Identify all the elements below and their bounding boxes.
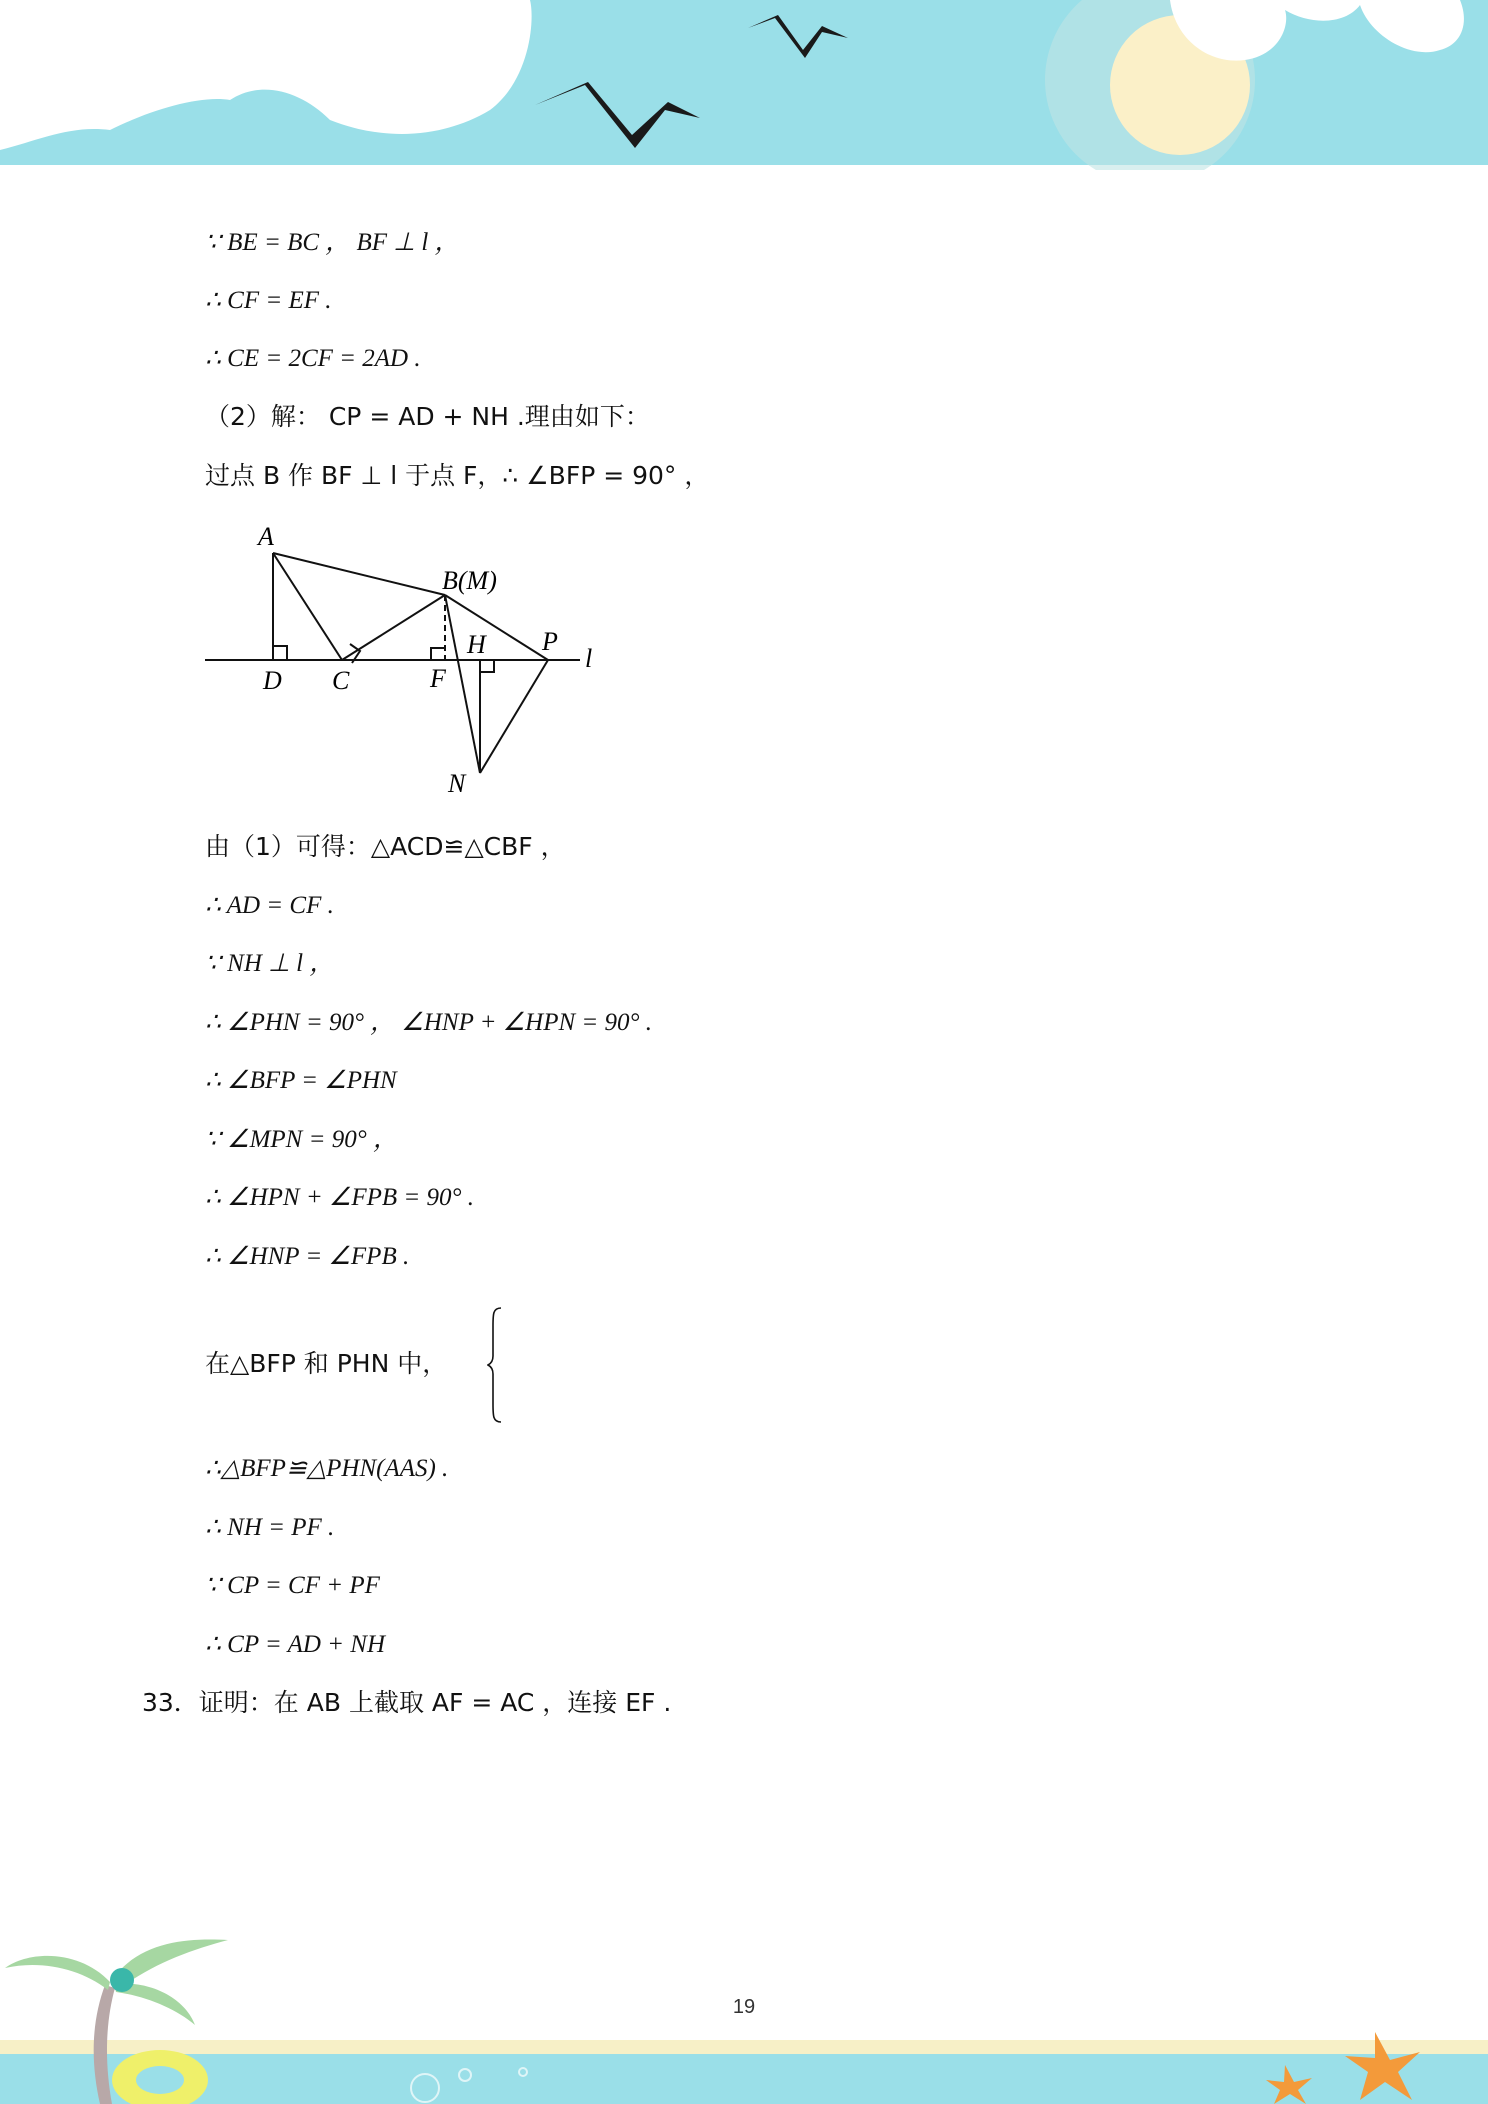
label-a: A — [258, 522, 274, 551]
line-11: ∵ ∠MPN = 90° ， — [205, 1126, 398, 1153]
label-d: D — [263, 666, 282, 695]
line-5: 过点 B 作 BF ⊥ l 于点 F，∴ ∠BFP = 90° ， — [205, 461, 710, 490]
line-15: ∴△BFP≌△PHN(AAS) . — [205, 1455, 449, 1482]
line-2: ∴ CF = EF . — [205, 287, 332, 314]
line-19: 33．证明：在 AB 上截取 AF = AC ，连接 EF . — [142, 1688, 672, 1717]
line-12: ∴ ∠HPN + ∠FPB = 90° . — [205, 1184, 475, 1211]
line-3: ∴ CE = 2CF = 2AD . — [205, 345, 421, 372]
label-l: l — [585, 644, 593, 673]
sea-strip — [0, 2054, 1488, 2104]
footer-decoration — [0, 1920, 1488, 2104]
line-16: ∴ NH = PF . — [205, 1514, 335, 1541]
line-8: ∵ NH ⊥ l ， — [205, 950, 335, 977]
right-angle-h — [480, 660, 494, 672]
line-6: 由（1）可得：△ACD≌△CBF ， — [205, 832, 566, 861]
label-c: C — [332, 666, 350, 695]
line-9: ∴ ∠PHN = 90° ， ∠HNP + ∠HPN = 90° . — [205, 1009, 653, 1036]
segment-bn — [445, 595, 480, 773]
label-p: P — [542, 627, 558, 656]
right-angle-d — [273, 646, 287, 660]
right-angle-f — [431, 648, 445, 660]
brace-icon — [487, 1306, 503, 1424]
segment-np — [480, 660, 548, 773]
label-b: B(M) — [442, 566, 497, 595]
segment-ab — [273, 553, 445, 595]
sand-strip — [0, 2040, 1488, 2054]
line-4: （2）解： CP = AD + NH .理由如下： — [205, 402, 650, 431]
line-1: ∵ BE = BC ， BF ⊥ l ， — [205, 229, 460, 256]
segment-ac — [273, 553, 342, 660]
line-7: ∴ AD = CF . — [205, 892, 334, 919]
line-10: ∴ ∠BFP = ∠PHN — [205, 1067, 397, 1094]
label-h: H — [467, 630, 486, 659]
line-17: ∵ CP = CF + PF — [205, 1572, 380, 1599]
palm-leaf-left — [5, 1956, 110, 1990]
line-18: ∴ CP = AD + NH — [205, 1631, 385, 1658]
header-decoration — [0, 0, 1488, 170]
coconut-icon — [110, 1968, 134, 1992]
label-n: N — [448, 769, 466, 798]
label-f: F — [430, 664, 446, 693]
line-13: ∴ ∠HNP = ∠FPB . — [205, 1243, 410, 1270]
page-number: 19 — [732, 1996, 756, 2018]
brace-label: 在△BFP 和 PHN 中， — [205, 1349, 448, 1378]
segment-bp — [445, 595, 548, 660]
geometry-figure — [200, 515, 610, 800]
